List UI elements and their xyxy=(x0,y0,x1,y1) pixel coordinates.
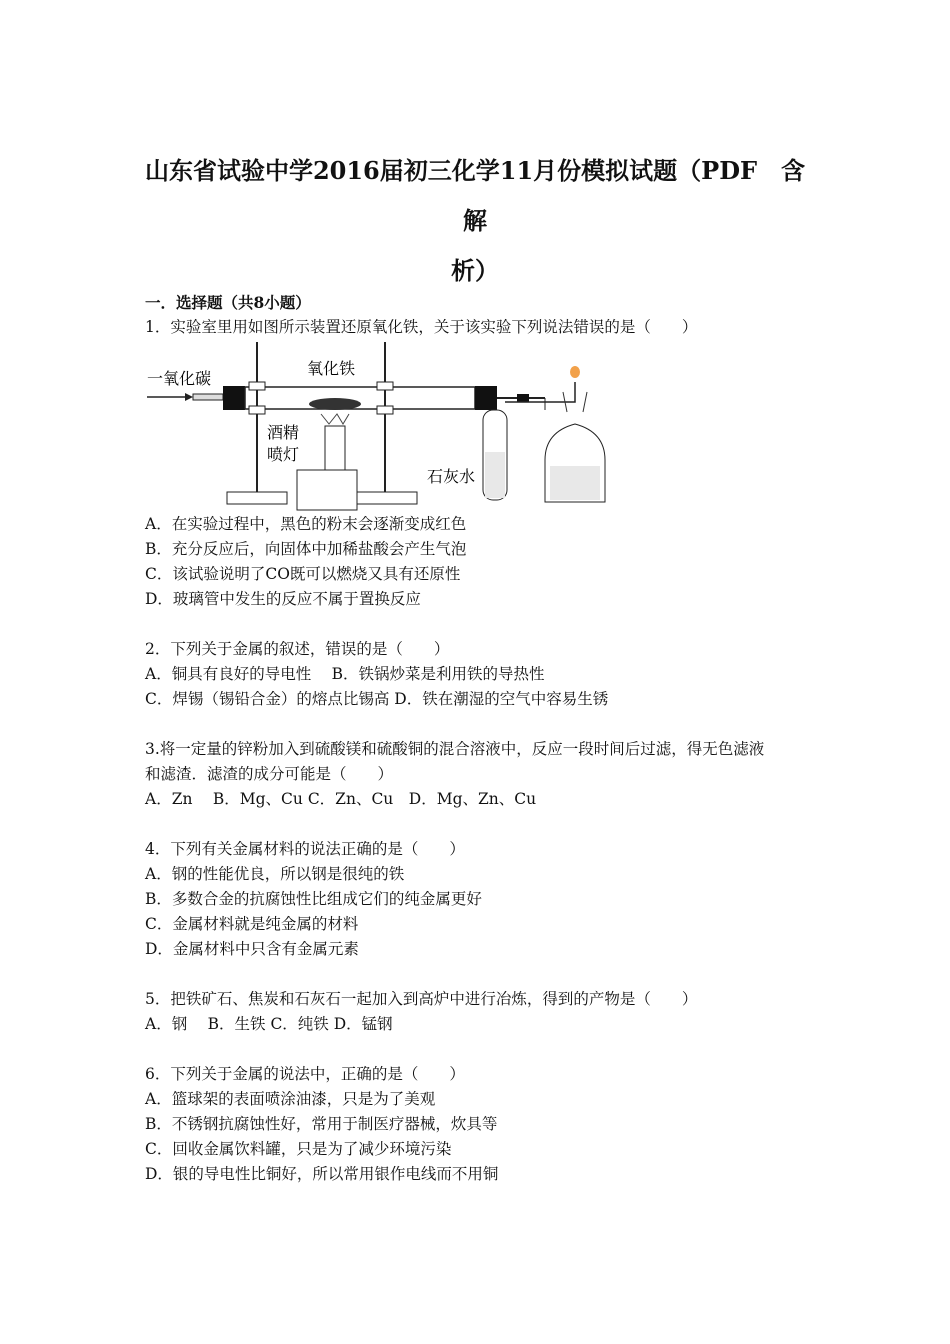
question-stem: 5．把铁矿石、焦炭和石灰石一起加入到高炉中进行冶炼，得到的产物是（ ） xyxy=(145,990,698,1008)
option: D．银的导电性比铜好，所以常用银作电线而不用铜 xyxy=(145,1165,499,1183)
option: A．Zn B．Mg、Cu C．Zn、Cu D．Mg、Zn、Cu xyxy=(145,790,537,808)
lamp-label-2: 喷灯 xyxy=(267,445,300,464)
question-5 xyxy=(145,987,825,1037)
limewater-label: 石灰水 xyxy=(427,467,476,486)
option: A．在实验过程中，黑色的粉末会逐渐变成红色 xyxy=(145,515,467,533)
option: B．多数合金的抗腐蚀性比组成它们的纯金属更好 xyxy=(145,890,482,908)
option: A．篮球架的表面喷涂油漆，只是为了美观 xyxy=(145,1090,436,1108)
question-list xyxy=(145,290,825,1187)
section-heading: 一．选择题（共8小题） xyxy=(145,293,311,312)
option: D．玻璃管中发生的反应不属于置换反应 xyxy=(145,590,421,608)
oxide-label: 氧化铁 xyxy=(307,359,356,378)
option: C．金属材料就是纯金属的材料 xyxy=(145,915,359,933)
question-2 xyxy=(145,637,825,712)
question-4 xyxy=(145,837,825,962)
apparatus-figure xyxy=(145,342,825,512)
question-6 xyxy=(145,1062,825,1187)
question-stem: 6．下列关于金属的说法中，正确的是（ ） xyxy=(145,1065,465,1083)
option: A．铜具有良好的导电性 B．铁锅炒菜是利用铁的导热性 xyxy=(145,665,545,683)
question-1 xyxy=(145,315,825,612)
option: B．充分反应后，向固体中加稀盐酸会产生气泡 xyxy=(145,540,467,558)
question-3 xyxy=(145,737,825,812)
question-stem: 2．下列关于金属的叙述，错误的是（ ） xyxy=(145,640,450,658)
gas-label: 一氧化碳 xyxy=(147,369,212,388)
title-line-2: 析） xyxy=(451,256,499,285)
document-title xyxy=(140,146,810,296)
option: A．钢的性能优良，所以钢是很纯的铁 xyxy=(145,865,405,883)
title-line-1: 山东省试验中学2016届初三化学11月份模拟试题（PDF 含解 xyxy=(144,156,806,235)
option: B．不锈钢抗腐蚀性好，常用于制医疗器械，炊具等 xyxy=(145,1115,498,1133)
question-stem: 3.将一定量的锌粉加入到硫酸镁和硫酸铜的混合溶液中，反应一段时间后过滤，得无色滤液 xyxy=(145,740,765,758)
option: D．金属材料中只含有金属元素 xyxy=(145,940,359,958)
lamp-label-1: 酒精 xyxy=(267,423,300,442)
option: C．该试验说明了CO既可以燃烧又具有还原性 xyxy=(145,565,461,583)
question-stem-continued: 和滤渣．滤渣的成分可能是（ ） xyxy=(145,765,394,783)
option: C．焊锡（锡铅合金）的熔点比锡高 D．铁在潮湿的空气中容易生锈 xyxy=(145,690,609,708)
option: C．回收金属饮料罐，只是为了减少环境污染 xyxy=(145,1140,452,1158)
option: A．钢 B．生铁 C．纯铁 D．锰钢 xyxy=(145,1015,393,1033)
question-stem: 1．实验室里用如图所示装置还原氧化铁，关于该实验下列说法错误的是（ ） xyxy=(145,318,698,336)
question-stem: 4．下列有关金属材料的说法正确的是（ ） xyxy=(145,840,465,858)
co-reduction-apparatus-diagram xyxy=(145,342,625,512)
